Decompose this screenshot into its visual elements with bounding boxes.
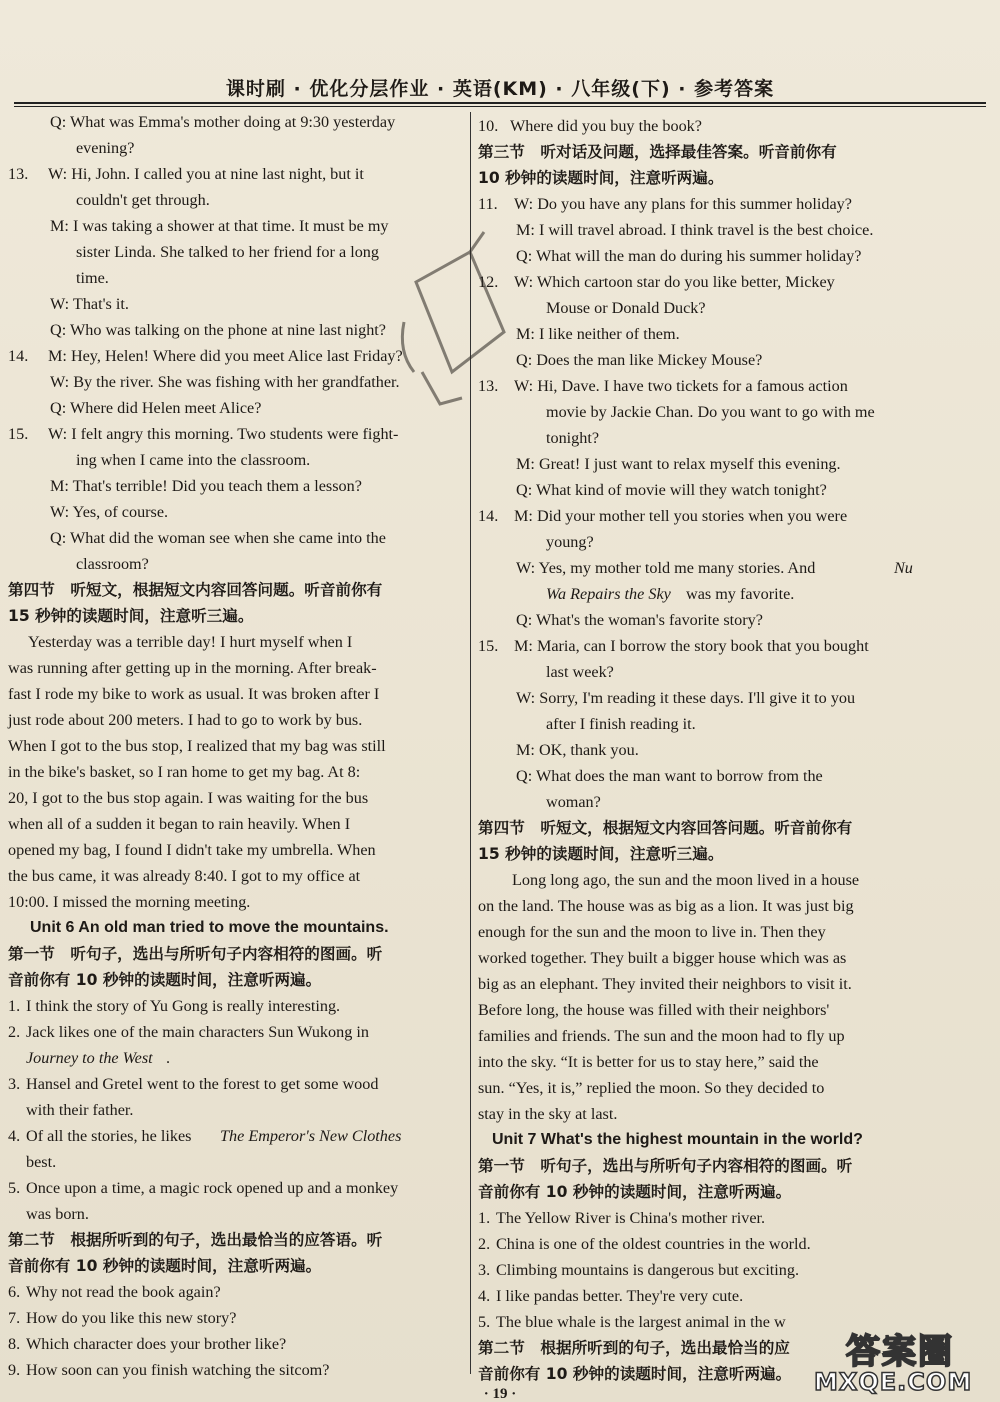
passage-line: families and friends. The sun and the moon had to fly up (478, 1027, 845, 1045)
passage-line: 20, I got to the bus stop again. I was waiting for the bus (8, 789, 369, 807)
passage-line: enough for the sun and the moon to live in. Then they (478, 923, 826, 941)
passage-line: the bus came, it was already 8:40. I got to my office at (8, 867, 361, 885)
section-heading: 音前你有 10 秒钟的读题时间，注意听两遍。 (8, 971, 322, 989)
passage-line: when all of a sudden it began to rain heavily. When I (8, 815, 351, 833)
watermark-chinese: 答案圈 (846, 1332, 954, 1372)
header-rule-thin (14, 106, 986, 107)
section-heading: 第四节 听短文，根据短文内容回答问题。听音前你有 (8, 581, 383, 599)
passage-line: big as an elephant. They invited their neighbors to visit it. (478, 975, 852, 993)
passage-line: Before long, the house was filled with their neighbors' (478, 1001, 830, 1019)
passage-line: in the bike's basket, so I ran home to get my bag. At 8: (8, 763, 361, 781)
column-divider (470, 112, 471, 1374)
section-heading: 第一节 听句子，选出与所听句子内容相符的图画。听 (8, 945, 383, 963)
passage-line: just rode about 200 meters. I had to go to work by bus. (8, 711, 363, 729)
passage-line: on the land. The house was as big as a lion. It was just big (478, 897, 854, 915)
header-rule-thick (14, 102, 986, 104)
passage-line: stay in the sky at last. (478, 1105, 618, 1123)
running-header: 课时刷 · 优化分层作业 · 英语(KM) · 八年级(下) · 参考答案 (225, 78, 775, 100)
passage-line: Yesterday was a terrible day! I hurt myself when I (28, 633, 353, 651)
watermark-domain: MXQE.COM (814, 1368, 973, 1396)
section-heading: 第一节 听句子，选出与所听句子内容相符的图画。听 (478, 1157, 853, 1175)
passage-line: sun. “Yes, it is,” replied the moon. So they decided to (478, 1079, 825, 1097)
unit-6-title: Unit 6 An old man tried to move the mountains. (30, 919, 389, 936)
section-heading: 15 秒钟的读题时间，注意听三遍。 (478, 845, 724, 863)
page: 课时刷 · 优化分层作业 · 英语(KM) · 八年级(下) · 参考答案 Q: What was Emma's mother doing at 9:30 yesterday evening? 13. W: Hi, John. I called you at nine last night, but it couldn't get through. M: I was taking a shower at that time. It must be my sister Linda. She talked to her friend for a long time. W: That's it. Q: Who was talking on the phone at nine last night? 14. M: Hey, Helen! Where did you meet Alice last Friday? W: By the river. She was fishing with her grandfather. Q: Where did Helen meet Alice? 15. W: I felt angry this morning. Two students were fight- ing when I came into the classroom. M: That's terrible! Did you teach them a lesson? W: Yes, of course. Q: What did the woman see when she came into the classroom? 第四节 听短文，根据短文内容回答问题。听音前你有 15 秒钟的读题时间，注意听三遍。 Yesterday was a terrible day! I hurt myself when I was running after getting up in the morning. After break- fast I rode my bike to work as usual. It was broken after I just rode about 200 meters. I had to go to work by bus. When I got to the bus stop, I realized that my bag was still in the bike's basket, so I ran home to get my bag. At 8: 20, I got to the bus stop again. I was waiting for the bus when all of a sudden it began to rain heavily. When I opened my bag, I found I didn't take my umbrella. When the bus came, it was already 8:40. I got to my office at 10:00. I missed the morning meeting. Unit 6 An old man tried to move the mountains. 第一节 听句子，选出与所听句子内容相符的图画。听 音前你有 10 秒钟的读题时间，注意听两遍。 1. I think the story of Yu Gong is really interesting. 2. Jack likes one of the main characters Sun Wukong in Journey to the West . 3. Hansel and Gretel went to the forest to get some wood with their father. 4. Of all the stories, he likes The Emperor's New Clothes best. 5. Once upon a time, a magic rock opened up and a monkey was born. 第二节 根据所听到的句子，选出最恰当的应答语。听 音前你有 10 秒钟的读题时间，注意听两遍。 6. Why not read the book again? 7. How do you like this new story? 8. Which character does your brother like? 9. How soon can you finish watching the sitcom? 10. Where did you buy the book? 第三节 听对话及问题，选择最佳答案。听音前你有 10 秒钟的读题时间，注意听两遍。 11. W: Do you have any plans for this summer holiday? M: I will travel abroad. I think travel is the best choice. Q: What will the man do during his summer holiday? 12. W: Which cartoon star do you like better, Mickey Mouse or Donald Duck? M: I like neither of them. Q: Does the man like Mickey Mouse? 13. W: Hi, Dave. I have two tickets for a famous action movie by Jackie Chan. Do you want to go with me tonight? M: Great! I just want to relax myself this evening. Q: What kind of movie will they watch tonight? 14. M: Did your mother tell you stories when you were young? W: Yes, my mother told me many stories. And Nu Wa Repairs the Sky was my favorite. Q: What's the woman's favorite story? 15. M: Maria, can I borrow the story book that you bought last week? W: Sorry, I'm reading it these days. I'll give it to you after I finish reading it. M: OK, thank you. Q: What does the man want to borrow from the woman? 第四节 听短文，根据短文内容回答问题。听音前你有 15 秒钟的读题时间，注意听三遍。 Long long ago, the sun and the moon lived in a house on the land. The house was as big as a lion. It was just big enough for the sun and the moon to live in. Then they worked together. They built a bigger house which was as big as an elephant. They invited their neighbors to visit it. Before long, the house was filled with their neighbors' families and friends. The sun and the moon had to fly up into the sky. “It is better for us to stay here,” said the sun. “Yes, it is,” replied the moon. So they decided to stay in the sky at last. Unit 7 What's the highest mountain in the world? 第一节 听句子，选出与所听句子内容相符的图画。听 音前你有 10 秒钟的读题时间，注意听两遍。 1. The Yellow River is China's mother river. 2. China is one of the oldest countries in the world. 3. Climbing mountains is dangerous but exciting. 4. I like pandas better. They're very cute. 5. The blue whale is the largest animal in the w 第二节 根据所听到的句子，选出最恰当的应 音前你有 10 秒钟的读题时间，注意听两遍。 答案圈 MXQE.COM · 19 · (0, 0, 1000, 1402)
section-heading: 15 秒钟的读题时间，注意听三遍。 (8, 607, 254, 625)
section-heading: 第四节 听短文，根据短文内容回答问题。听音前你有 (478, 819, 853, 837)
passage-line: into the sky. “It is better for us to stay here,” said the (478, 1053, 819, 1071)
section-heading: 第二节 根据所听到的句子，选出最恰当的应 (478, 1339, 790, 1357)
passage-line: 10:00. I missed the morning meeting. (8, 893, 251, 911)
page-number: · 19 · (483, 1386, 517, 1402)
passage-line: worked together. They built a bigger house which was as (478, 949, 847, 967)
section-heading: 音前你有 10 秒钟的读题时间，注意听两遍。 (478, 1183, 792, 1201)
passage-line: When I got to the bus stop, I realized that my bag was still (8, 737, 386, 755)
passage-line: fast I rode my bike to work as usual. It was broken after I (8, 685, 380, 703)
passage-line: opened my bag, I found I didn't take my umbrella. When (8, 841, 376, 859)
passage-line: was running after getting up in the morning. After break- (8, 659, 377, 677)
section-heading: 音前你有 10 秒钟的读题时间，注意听两遍。 (8, 1257, 322, 1275)
section-heading: 第三节 听对话及问题，选择最佳答案。听音前你有 (478, 143, 837, 161)
section-heading: 音前你有 10 秒钟的读题时间，注意听两遍。 (478, 1365, 792, 1383)
passage-line: Long long ago, the sun and the moon lived in a house (512, 871, 860, 889)
unit-7-title: Unit 7 What's the highest mountain in the world? (492, 1131, 863, 1148)
stamp-mark (392, 222, 522, 422)
section-heading: 第二节 根据所听到的句子，选出最恰当的应答语。听 (8, 1231, 383, 1249)
section-heading: 10 秒钟的读题时间，注意听两遍。 (478, 169, 724, 187)
